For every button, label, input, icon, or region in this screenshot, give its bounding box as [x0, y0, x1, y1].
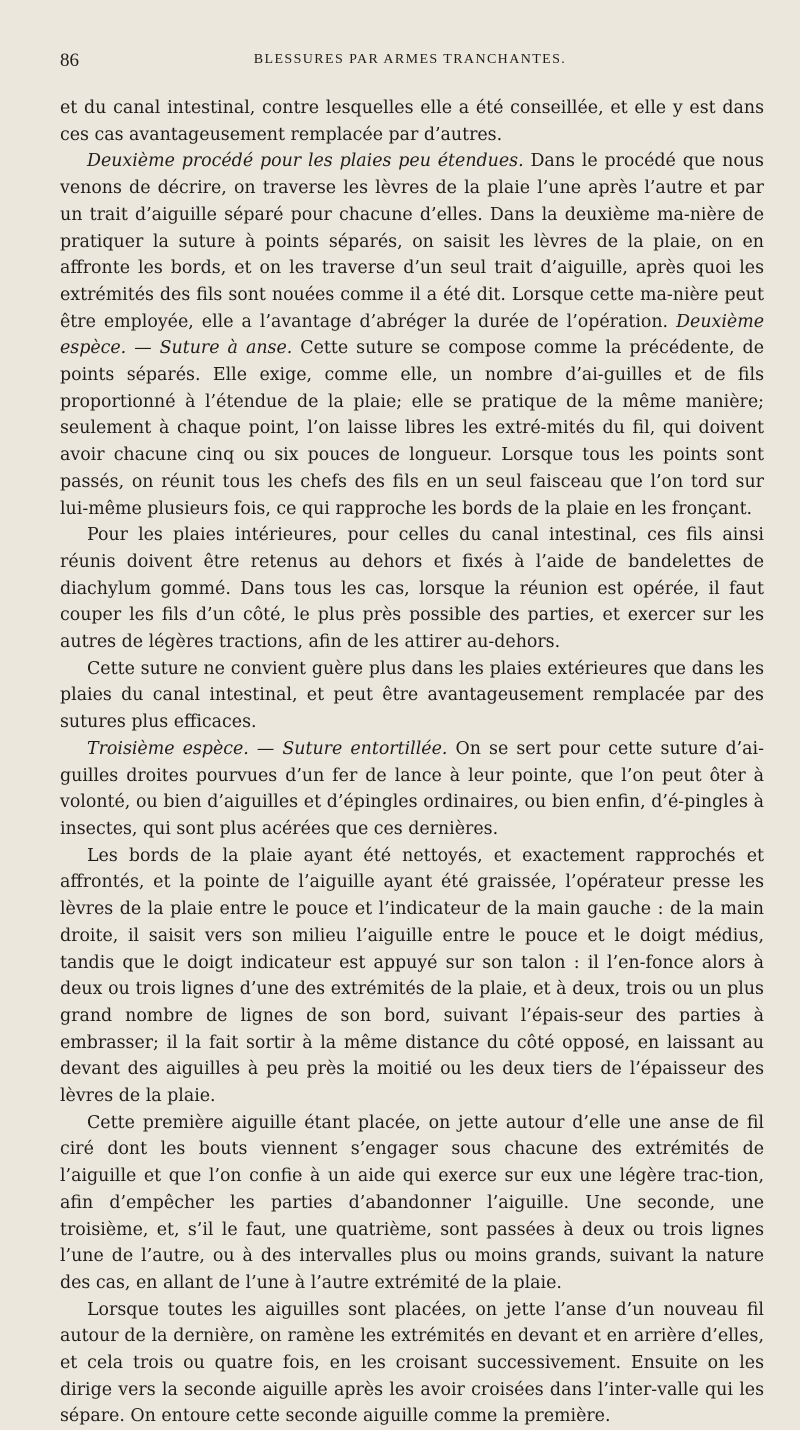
paragraph-text: Les bords de la plaie ayant été nettoyés, et exactement rapprochés et affrontés, et la pointe de l’aiguille ayant été graissée, l’opérateur presse les lèvres de la plaie entre le pouce et l’indicateur de la main gauche : de la main droite, il saisit vers son milieu l’aiguille entre le pouce et le doigt médius, tandis que le doigt indicateur est appuyé sur son talon : il l’en-fonce alors à deux ou trois lignes d’une des extrémités de la plaie, et à deux, trois ou un plus grand nombre de lignes de son bord, suivant l’épais-seur des parties à embrasser; il la fait sortir à la même distance du côté opposé, en laissant au devant des aiguilles à peu près la moitié ou les deux tiers de l’épaisseur des lèvres de la plaie. [60, 845, 764, 1107]
paragraph [60, 736, 764, 843]
paragraph [60, 1297, 764, 1430]
paragraph [60, 843, 764, 1110]
paragraph [60, 95, 764, 148]
paragraph-text: Lorsque toutes les aiguilles sont placées, on jette l’anse d’un nouveau fil autour de la dernière, on ramène les extrémités en devant et en arrière d’elles, et cela trois ou quatre fois, en les croisant successivement. Ensuite on les dirige vers la seconde aiguille après les avoir croisées dans l’inter-valle qui les sépare. On entoure cette seconde aiguille comme la première. [60, 1299, 764, 1427]
paragraph [60, 656, 764, 736]
paragraph-text: Pour les plaies intérieures, pour celles du canal intestinal, ces fils ainsi réunis doivent être retenus au dehors et fixés à l’aide de bandelettes de diachylum gommé. Dans tous les cas, lorsque la réunion est opérée, il faut couper les fils d’un côté, le plus près possible des parties, et exercer sur les autres de légères tractions, afin de les attirer au-dehors. [60, 525, 764, 653]
italic-heading: Deuxième procédé pour les plaies peu étendues. [87, 151, 524, 172]
body-text [60, 95, 764, 1430]
paragraph-text: Dans le procédé que nous venons de décrire, on traverse les lèvres de la plaie l’une après l’autre et par un trait d’aiguille séparé pour chacune d’elles. Dans la deuxième ma-nière de pratiquer la suture à points séparés, on saisit les lèvres de la plaie, on en affronte les bords, et on les traverse d’un seul trait d’aiguille, après quoi les extrémités des fils sont nouées comme il a été dit. Lorsque cette ma-nière peut être employée, elle a l’avantage d’abréger la durée de l’opération. [60, 151, 764, 332]
paragraph-text: Cette suture se compose comme la précédente, de points séparés. Elle exige, comme elle, un nombre d’ai-guilles et de fils proportionné à l’étendue de la plaie; elle se pratique de la même manière; seulement à chaque point, l’on laisse libres les extré-mités du fil, qui doivent avoir chacune cinq ou six pouces de longueur. Lorsque tous les points sont passés, on réunit tous les chefs des fils en un seul faisceau que l’on tord sur lui-même plusieurs fois, ce qui rapproche les bords de la plaie en les fronçant. [60, 338, 764, 519]
paragraph [60, 522, 764, 656]
paragraph [60, 1110, 764, 1297]
paragraph-text: et du canal intestinal, contre lesquelles elle a été conseillée, et elle y est dans ces cas avantageusement remplacée par d’autres. [60, 98, 764, 145]
page-number: 86 [60, 50, 79, 71]
running-title: BLESSURES PAR ARMES TRANCHANTES. [253, 52, 567, 67]
paragraph-text: Cette suture ne convient guère plus dans les plaies extérieures que dans les plaies du canal intestinal, et peut être avantageusement remplacée par des sutures plus efficaces. [60, 658, 764, 733]
paragraph-text: On se sert pour cette suture d’ai-guilles droites pourvues d’un fer de lance à leur pointe, que l’on peut ôter à volonté, ou bien d’aiguilles et d’épingles ordinaires, ou bien enfin, d’é-pingles à insectes, qui sont plus acérées que ces dernières. [60, 738, 764, 839]
italic-heading: Troisième espèce. — Suture entortillée. [87, 738, 448, 759]
italic-heading: Deuxième espèce. — Suture à anse. [60, 311, 764, 359]
paragraph-text: Cette première aiguille étant placée, on jette autour d’elle une anse de fil ciré dont les bouts viennent s’engager sous chacune des extrémités de l’aiguille et que l’on confie à un aide qui exerce sur eux une légère trac-tion, afin d’empêcher les parties d’abandonner l’aiguille. Une seconde, une troisième, et, s’il le faut, une quatrième, sont passées à deux ou trois lignes l’une de l’autre, ou à des intervalles plus ou moins grands, suivant la nature des cas, en allant de l’une à l’autre extrémité de la plaie. [60, 1112, 764, 1293]
page-header [60, 50, 760, 78]
paragraph [60, 148, 764, 522]
